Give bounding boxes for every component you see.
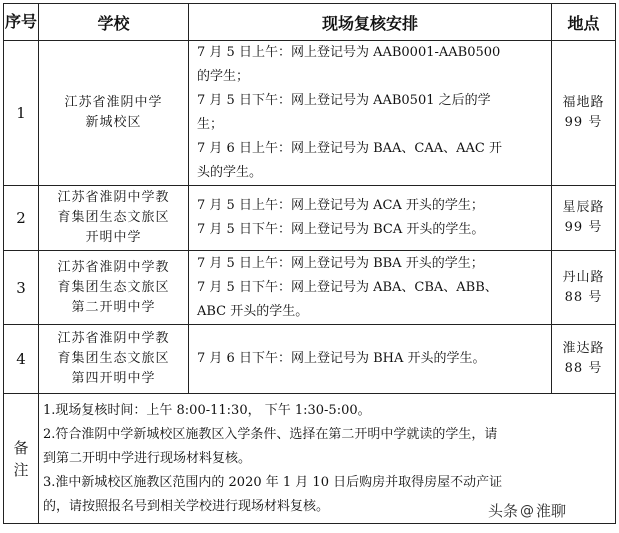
note-line: 1.现场复核时间：上午 8:00-11:30， 下午 1:30-5:00。 — [43, 402, 371, 418]
school-line: 江苏省淮阴中学教 — [57, 259, 170, 275]
row-number: 1 — [4, 41, 39, 186]
location-line: 88 号 — [564, 361, 603, 376]
arrangement-cell — [189, 186, 552, 251]
arrangement-cell — [189, 251, 552, 325]
note-line: 2.符合淮阴中学新城校区施教区入学条件、选择在第二开明中学就读的学生，请 — [43, 426, 498, 442]
school-cell — [39, 186, 189, 251]
header-row — [4, 4, 616, 41]
row-number: 2 — [4, 186, 39, 251]
table-row — [4, 41, 616, 186]
watermark-account: 淮聊 — [536, 502, 567, 520]
school-line: 第四开明中学 — [71, 371, 156, 386]
row-number: 3 — [4, 251, 39, 325]
header-no: 序号 — [4, 4, 39, 41]
arrangement-line: 头的学生。 — [197, 165, 263, 180]
arrangement-line: 7 月 5 日下午：网上登记号为 ABA、CBA、ABB、 — [197, 279, 498, 295]
watermark-prefix: 头条 — [488, 502, 519, 520]
school-line: 新城校区 — [85, 115, 142, 130]
note-line: 的，请按照报名号到相关学校进行现场材料复核。 — [43, 498, 330, 514]
header-school: 学校 — [39, 4, 189, 41]
table-row — [4, 251, 616, 325]
school-line: 开明中学 — [85, 230, 142, 245]
arrangement-line: 7 月 6 日下午：网上登记号为 BHA 开头的学生。 — [197, 351, 486, 366]
location-line: 星辰路 — [562, 200, 605, 215]
location-line: 99 号 — [564, 220, 603, 235]
school-line: 江苏省淮阴中学教 — [57, 331, 170, 346]
location-line: 福地路 — [562, 95, 605, 110]
arrangement-cell — [189, 325, 552, 394]
location-cell — [552, 186, 616, 251]
arrangement-line: 7 月 5 日上午：网上登记号为 ACA 开头的学生； — [197, 198, 484, 213]
arrangement-cell — [189, 41, 552, 186]
notes-heading-char: 注 — [13, 460, 29, 479]
table-row — [4, 325, 616, 394]
school-cell — [39, 251, 189, 325]
school-cell — [39, 41, 189, 186]
arrangement-line: 7 月 5 日下午：网上登记号为 AAB0501 之后的学 — [197, 93, 491, 108]
school-line: 育集团生态文旅区 — [57, 210, 170, 225]
location-cell — [552, 41, 616, 186]
note-line: 到第二开明中学进行现场材料复核。 — [43, 450, 252, 466]
arrangement-line: 生； — [197, 117, 224, 132]
location-line: 丹山路 — [562, 269, 605, 285]
location-line: 88 号 — [564, 289, 603, 305]
schedule-table — [3, 3, 616, 524]
header-location: 地点 — [552, 4, 616, 41]
school-line: 育集团生态文旅区 — [57, 351, 170, 366]
notes-heading-char: 备 — [13, 438, 29, 457]
location-cell — [552, 251, 616, 325]
row-number: 4 — [4, 325, 39, 394]
table-row — [4, 186, 616, 251]
school-line: 江苏省淮阴中学 — [64, 95, 163, 110]
arrangement-line: 7 月 5 日上午：网上登记号为 AAB0001-AAB0500 — [197, 45, 501, 60]
school-cell — [39, 325, 189, 394]
arrangement-line: 7 月 5 日上午：网上登记号为 BBA 开头的学生； — [197, 255, 484, 271]
watermark — [488, 500, 566, 521]
arrangement-line: 7 月 6 日上午：网上登记号为 BAA、CAA、AAC 开 — [197, 141, 502, 156]
school-line: 育集团生态文旅区 — [57, 279, 170, 295]
at-icon: @ — [520, 502, 535, 519]
arrangement-line: 7 月 5 日下午：网上登记号为 BCA 开头的学生。 — [197, 222, 485, 237]
arrangement-line: 的学生； — [197, 69, 250, 84]
header-arrangement: 现场复核安排 — [189, 4, 552, 41]
school-line: 第二开明中学 — [71, 299, 156, 315]
arrangement-line: ABC 开头的学生。 — [197, 303, 309, 319]
location-line: 99 号 — [564, 115, 603, 130]
notes-heading — [4, 394, 39, 524]
school-line: 江苏省淮阴中学教 — [57, 190, 170, 205]
note-line: 3.淮中新城校区施教区范围内的 2020 年 1 月 10 日后购房并取得房屋不动产证 — [43, 474, 503, 490]
location-line: 淮达路 — [562, 341, 605, 356]
location-cell — [552, 325, 616, 394]
